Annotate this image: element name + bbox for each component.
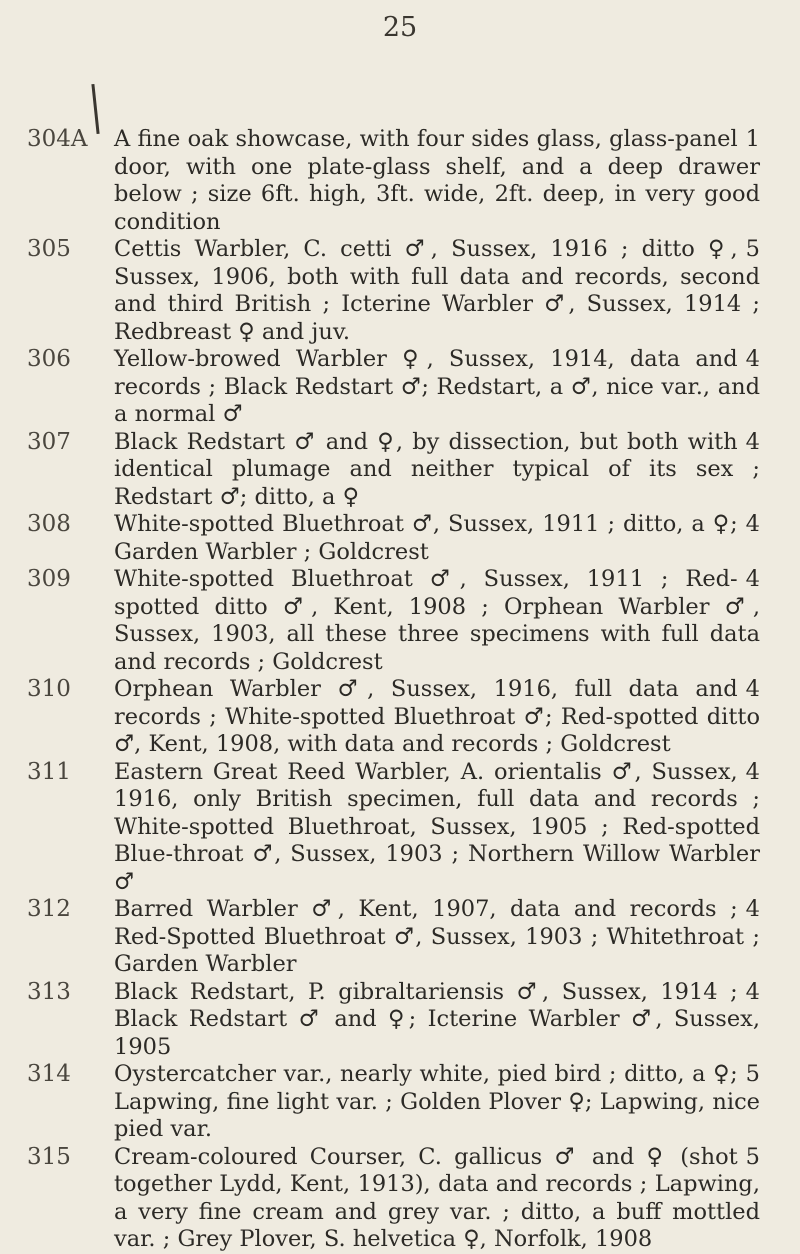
lot-number: 305 — [27, 236, 71, 262]
lot-entry — [0, 126, 800, 236]
lot-number: 304A — [27, 126, 88, 152]
lot-entry — [0, 1061, 800, 1144]
lot-entry — [0, 429, 800, 512]
lot-number: 312 — [27, 896, 71, 922]
lot-quantity: 5 — [745, 1061, 760, 1087]
lot-description: Cettis Warbler, C. cetti ♂, Sussex, 1916 ; ditto ♀, Sussex, 1906, both with full data and records, second and third British ; Icterine Warbler ♂, Sussex, 1914 ; Redbreast ♀ and juv. — [114, 236, 760, 345]
lot-description: Black Redstart ♂ and ♀, by dissection, but both with identical plumage and neither typical of its sex ; Redstart ♂; ditto, a ♀ — [114, 428, 760, 510]
lot-description: White-spotted Bluethroat ♂, Sussex, 1911 ; Red-spotted ditto ♂, Kent, 1908 ; Orphean Warbler ♂, Sussex, 1903, all these three specimens with full data and records ; Goldcrest — [114, 566, 760, 675]
lot-description: Cream-coloured Courser, C. gallicus ♂ and ♀ (shot together Lydd, Kent, 1913), data and records ; Lapwing, a very fine cream and grey var. ; ditto, a buff mottled var. ; Grey Plover, S. helvetica ♀, Norfolk, 1908 — [114, 1143, 760, 1252]
lot-number: 315 — [27, 1143, 71, 1170]
lot-entry — [0, 511, 800, 566]
lot-description: A fine oak showcase, with four sides glass, glass-panel door, with one plate-glass shelf, and a deep drawer below ; size 6ft. high, 3ft. wide, 2ft. deep, in very good condition — [114, 126, 760, 235]
lot-quantity: 5 — [745, 1143, 760, 1170]
lot-number: 311 — [27, 758, 71, 785]
lot-entry — [0, 346, 800, 429]
lot-quantity: 4 — [745, 758, 760, 785]
lot-description: Barred Warbler ♂, Kent, 1907, data and records ; Red-Spotted Bluethroat ♂, Sussex, 1903 ; Whitethroat ; Garden Warbler — [114, 896, 760, 977]
lot-number: 308 — [27, 511, 71, 537]
lot-description: Black Redstart, P. gibraltariensis ♂, Sussex, 1914 ; Black Redstart ♂ and ♀; Icterine Warbler ♂, Sussex, 1905 — [114, 978, 760, 1060]
lot-entry — [0, 896, 800, 979]
lot-list — [0, 126, 800, 1254]
lot-number: 314 — [27, 1061, 71, 1087]
lot-entry — [0, 566, 800, 676]
lot-number: 309 — [27, 566, 71, 592]
lot-description: White-spotted Bluethroat ♂, Sussex, 1911 ; ditto, a ♀; Garden Warbler ; Goldcrest — [114, 511, 738, 565]
lot-description: Oystercatcher var., nearly white, pied bird ; ditto, a ♀; Lapwing, fine light var. ; Golden Plover ♀; Lapwing, nice pied var. — [114, 1061, 760, 1142]
lot-quantity: 4 — [745, 566, 760, 592]
lot-quantity: 4 — [745, 676, 760, 702]
lot-number: 307 — [27, 428, 71, 455]
lot-description: Orphean Warbler ♂, Sussex, 1916, full data and records ; White-spotted Bluethroat ♂; Red-spotted ditto ♂, Kent, 1908, with data and records ; Goldcrest — [114, 676, 760, 757]
lot-number: 306 — [27, 346, 71, 372]
lot-entry — [0, 676, 800, 759]
lot-entry — [0, 759, 800, 897]
lot-quantity: 4 — [745, 978, 760, 1005]
page-number: 25 — [382, 12, 418, 43]
lot-quantity: 1 — [745, 126, 760, 152]
lot-quantity: 4 — [745, 511, 760, 537]
lot-description: Yellow-browed Warbler ♀, Sussex, 1914, data and records ; Black Redstart ♂; Redstart, a ♂, nice var., and a normal ♂ — [114, 346, 760, 427]
lot-quantity: 4 — [745, 346, 760, 372]
lot-number: 310 — [27, 676, 71, 702]
lot-entry — [0, 236, 800, 346]
lot-quantity: 5 — [745, 236, 760, 262]
lot-quantity: 4 — [745, 896, 760, 922]
lot-description: Eastern Great Reed Warbler, A. orientalis ♂, Sussex, 1916, only British specimen, full data and records ; White-spotted Bluethroat, Sussex, 1905 ; Red-spotted Blue-throat ♂, Sussex, 1903 ; Northern Willow Warbler ♂ — [114, 758, 760, 895]
lot-number: 313 — [27, 978, 71, 1005]
lot-entry — [0, 1144, 800, 1254]
lot-entry — [0, 979, 800, 1062]
lot-quantity: 4 — [745, 428, 760, 455]
